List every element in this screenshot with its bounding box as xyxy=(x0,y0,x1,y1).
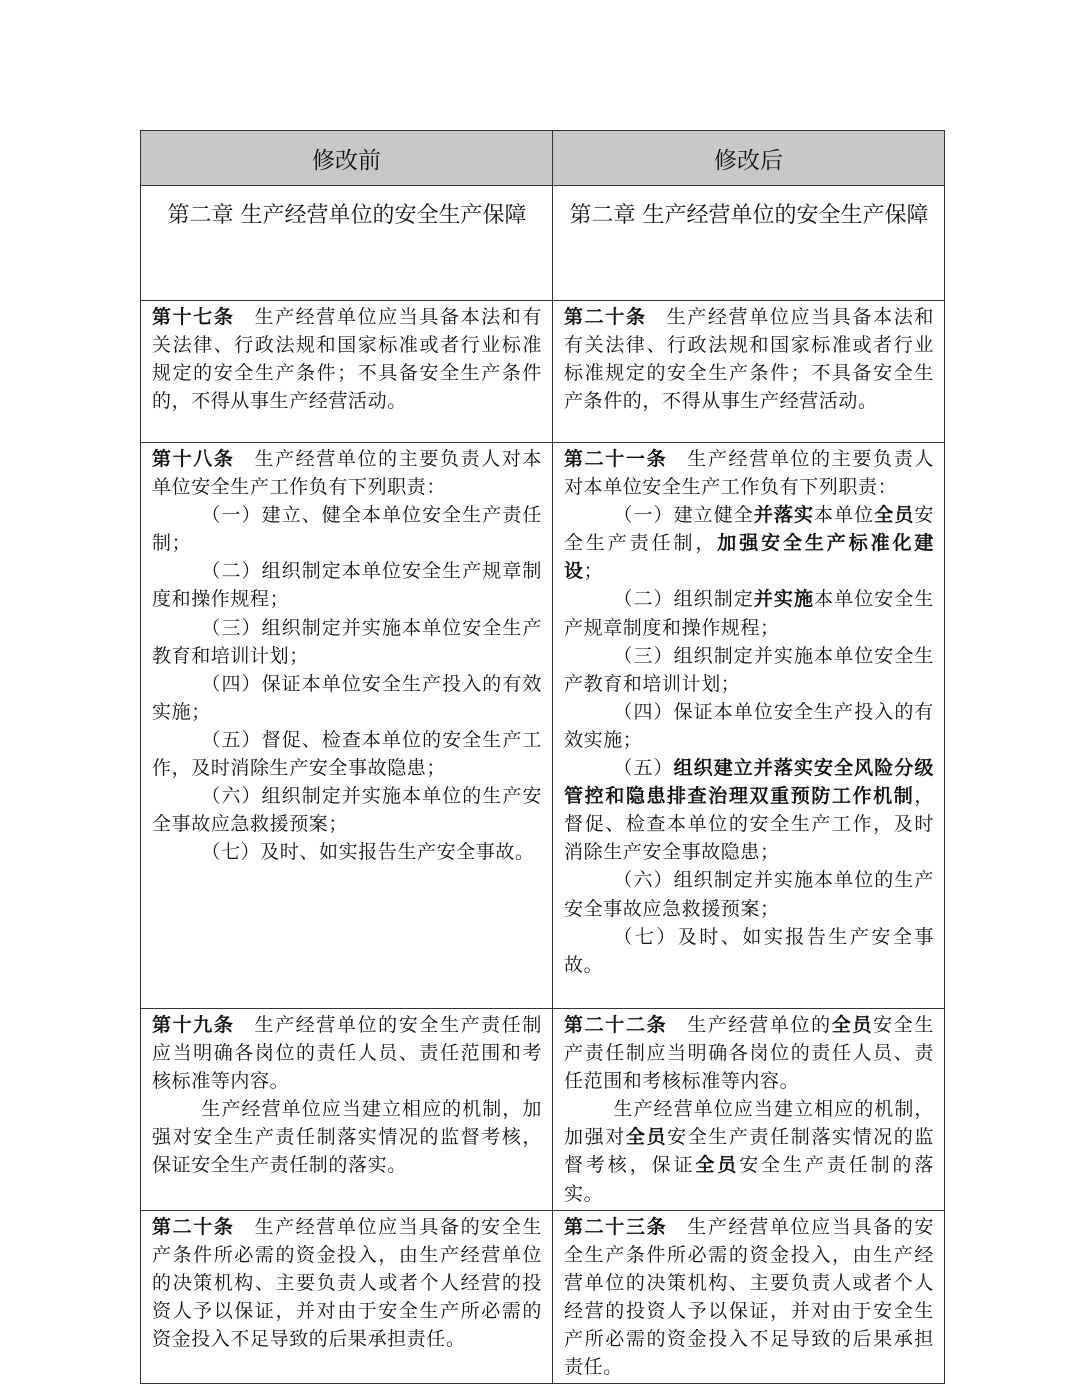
list-item: （六）组织制定并实施本单位的生产安全事故应急救援预案； xyxy=(152,785,542,836)
article-title: 第十九条 xyxy=(152,1014,235,1036)
article-after xyxy=(553,1009,945,1211)
article-title: 第二十二条 xyxy=(564,1014,668,1036)
header-row xyxy=(141,131,945,186)
added-text: 并实施 xyxy=(753,588,815,611)
article-row xyxy=(141,1210,945,1384)
list-item xyxy=(564,501,934,585)
article-before xyxy=(141,301,553,443)
article-title: 第二十一条 xyxy=(564,448,668,470)
article-text: 生产经营单位应当具备的安全生产条件所必需的资金投入，由生产经营单位的决策机构、主要负责人或者个人经营的投资人予以保证，并对由于安全生产所必需的资金投入不足导致的后果承担责任。 xyxy=(564,1215,934,1379)
list-item: （七）及时、如实报告生产安全事故。 xyxy=(564,925,934,976)
paragraph-text: 安全生产责任制落实情况的监督考核，保证 xyxy=(564,1126,935,1177)
article-title: 第十七条 xyxy=(152,306,235,328)
list-item: （四）保证本单位安全生产投入的有效实施； xyxy=(152,672,542,723)
list-item: （五）督促、检查本单位的安全生产工作，及时消除生产安全事故隐患； xyxy=(152,728,542,780)
added-text: 全员 xyxy=(695,1154,740,1177)
list-item: （六）组织制定并实施本单位的生产安全事故应急救援预案； xyxy=(564,869,934,920)
item-text: 安全生产责任制， xyxy=(564,504,934,555)
article-before xyxy=(141,443,553,1009)
article-paragraph xyxy=(564,1095,934,1207)
article-row xyxy=(141,1009,945,1211)
comparison-table xyxy=(140,130,945,1384)
item-text: （一）建立健全 xyxy=(613,504,754,527)
item-text: 本单位安全生产规章制度和操作规程； xyxy=(564,588,934,639)
added-text: 全员 xyxy=(625,1126,668,1149)
chapter-after: 第二章 生产经营单位的安全生产保障 xyxy=(553,186,945,301)
list-item: （二）组织制定本单位安全生产规章制度和操作规程； xyxy=(152,560,542,611)
article-title: 第二十条 xyxy=(564,306,647,328)
list-item: （七）及时、如实报告生产安全事故。 xyxy=(201,841,535,864)
article-paragraph: 生产经营单位应当建立相应的机制，加强对安全生产责任制落实情况的监督考核，保证安全生产责任制的落实。 xyxy=(152,1098,542,1177)
list-item: （一）建立、健全本单位安全生产责任制； xyxy=(152,504,542,555)
list-item xyxy=(564,585,934,641)
article-text: 生产经营单位的安全生产责任制应当明确各岗位的责任人员、责任范围和考核标准等内容。 xyxy=(152,1014,542,1093)
chapter-before: 第二章 生产经营单位的安全生产保障 xyxy=(141,186,553,301)
article-row xyxy=(141,301,945,443)
article-text: 生产经营单位应当具备的安全生产条件所必需的资金投入，由生产经营单位的决策机构、主要负责人或者个人经营的投资人予以保证，并对由于安全生产所必需的资金投入不足导致的后果承担责任。 xyxy=(152,1215,542,1351)
list-item: （三）组织制定并实施本单位安全生产教育和培训计划； xyxy=(564,644,934,695)
list-item: （三）组织制定并实施本单位安全生产教育和培训计划； xyxy=(152,616,542,667)
header-after: 修改后 xyxy=(553,131,945,186)
article-before xyxy=(141,1210,553,1384)
paragraph-text: 安全生产责任制的落实。 xyxy=(564,1154,935,1205)
item-text: （二）组织制定 xyxy=(613,588,754,611)
article-text: 生产经营单位的 xyxy=(687,1014,832,1036)
article-title: 第十八条 xyxy=(152,448,235,470)
item-text: 本单位 xyxy=(814,504,875,527)
list-item: （四）保证本单位安全生产投入的有效实施； xyxy=(564,700,934,751)
article-text: 生产经营单位应当具备本法和有关法律、行政法规和国家标准或者行业标准规定的安全生产条件；不具备安全生产条件的，不得从事生产经营活动。 xyxy=(564,306,934,413)
article-text: 生产经营单位应当具备本法和有关法律、行政法规和国家标准或者行业标准规定的安全生产条件；不具备安全生产条件的，不得从事生产经营活动。 xyxy=(152,306,542,413)
item-text: ，督促、检查本单位的安全生产工作，及时消除生产安全事故隐患； xyxy=(564,785,934,864)
article-text: 安全生产责任制应当明确各岗位的责任人员、责任范围和考核标准等内容。 xyxy=(564,1014,934,1093)
article-after xyxy=(553,443,945,1009)
added-text: 并落实 xyxy=(753,504,815,527)
article-title: 第二十条 xyxy=(152,1215,235,1238)
article-after xyxy=(553,301,945,443)
article-row xyxy=(141,443,945,1009)
added-text: 组织建立并落实安全风险分级管控和隐患排查治理双重预防工作机制 xyxy=(564,757,934,808)
paragraph-text: 生产经营单位应当建立相应的机制，加强对 xyxy=(564,1098,934,1149)
article-title: 第二十三条 xyxy=(564,1215,668,1238)
added-text: 全员 xyxy=(874,504,915,527)
item-text: （五） xyxy=(613,757,674,780)
article-text: 生产经营单位的主要负责人对本单位安全生产工作负有下列职责： xyxy=(564,448,934,499)
added-text: 全员 xyxy=(831,1014,874,1036)
article-text: 生产经营单位的主要负责人对本单位安全生产工作负有下列职责： xyxy=(152,448,542,499)
article-after xyxy=(553,1210,945,1384)
list-item xyxy=(564,754,934,866)
item-text: ； xyxy=(583,560,604,583)
header-before: 修改前 xyxy=(141,131,553,186)
added-text: 加强安全生产标准化建设 xyxy=(564,532,934,583)
article-before xyxy=(141,1009,553,1211)
chapter-row xyxy=(141,186,945,301)
